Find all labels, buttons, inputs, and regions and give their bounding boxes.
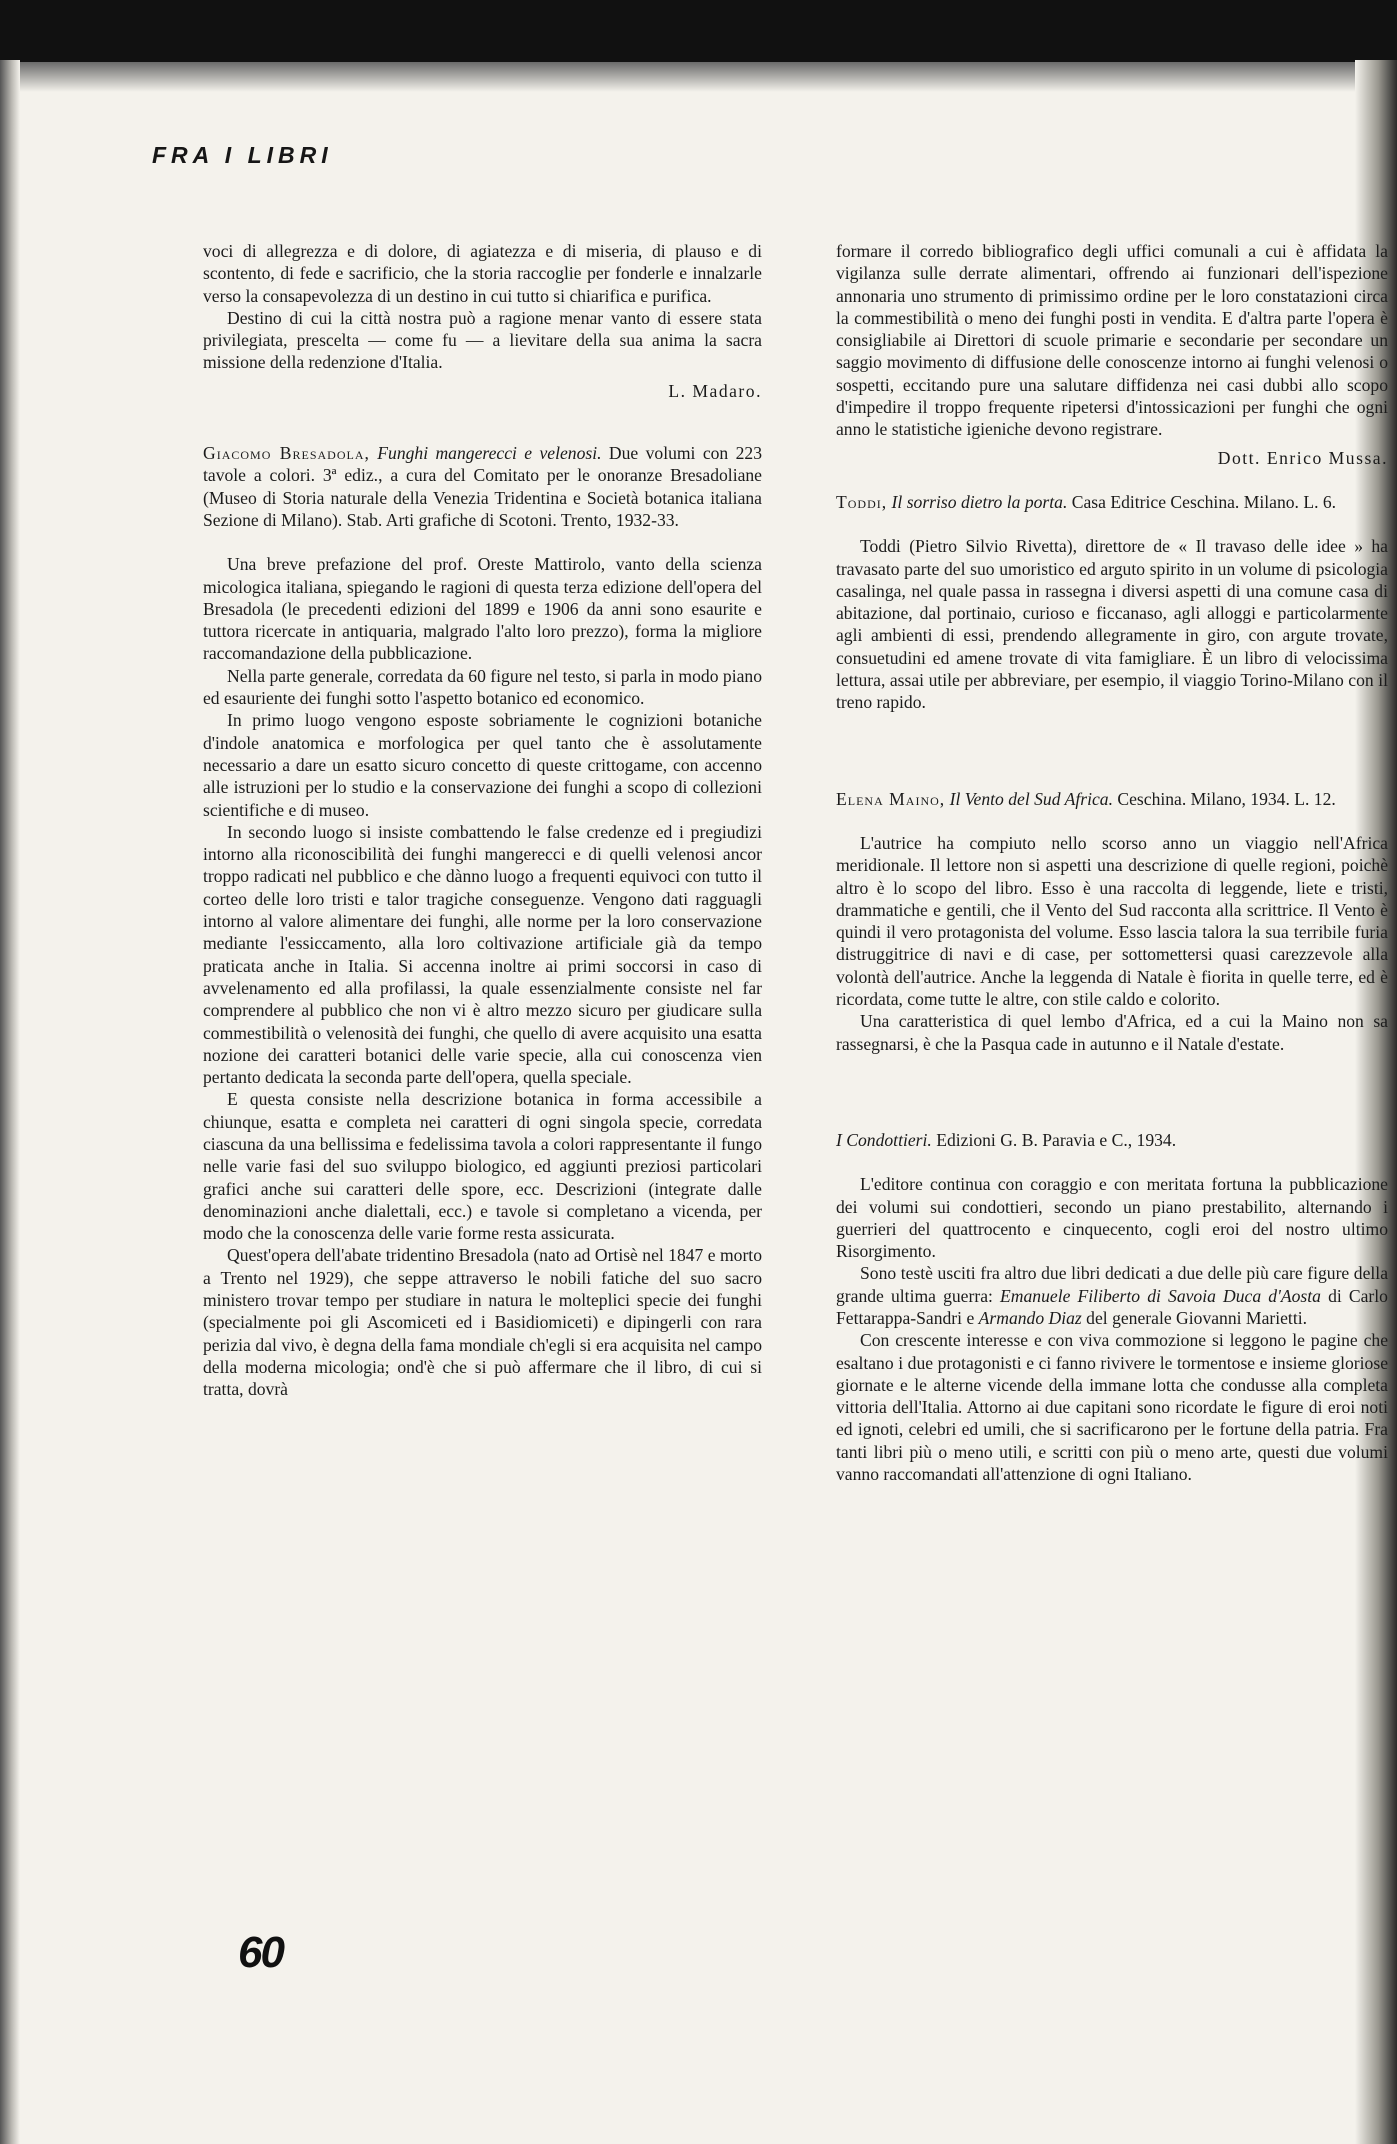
- review-author: Toddi,: [836, 491, 888, 512]
- review-citation: [203, 442, 762, 531]
- scan-shadow: [0, 62, 1397, 92]
- continued-paragraph: formare il corredo bibliografico degli uffici comunali a cui è affidata la vigilanza sulle derrate alimentari, offrendo ai funzionari dell'ispezione annonaria uno strumento di primissimo ordine per le loro constatazioni circa la commestibilità o meno dei funghi posti in vendita. E d'altra parte l'opera è consigliabile ai Direttori di scuole primarie e secondarie per secondare un saggio movimento di diffusione delle conoscenze intorno ai funghi velenosi o sospetti, eccitando pure una salutare diffidenza nei casi dubbi allo scopo d'impedire il troppo frequente ripetersi d'intossicazioni per funghi che ogni anno le statistiche igieniche devono registrare.: [836, 241, 1388, 440]
- review-paragraph: In primo luogo vengono esposte sobriamente le cognizioni botaniche d'indole anatomica e morfologica per quel tanto che è assolutamente necessario a dare un esatto sicuro concetto di queste crittogame, con accenno alle istruzioni per lo studio e la conservazione dei funghi a scopo di collezioni scientifiche e di museo.: [203, 710, 762, 820]
- intro-paragraph: Destino di cui la città nostra può a ragione menar vanto di essere stata privilegiata, prescelta — come fu — a lievitare della sua anima la sacra missione della redenzione d'Italia.: [203, 307, 762, 373]
- review-title: Il sorriso dietro la porta.: [891, 491, 1068, 512]
- review-details: Due volumi con 223 tavole a colori. 3ª ediz., a cura del Comitato per le onoranze Bresadoliane (Museo di Storia naturale della Venezia Tridentina e Società botanica italiana Sezione di Milano). Stab. Arti grafiche di Scotoni. Trento, 1932-33.: [203, 443, 762, 530]
- review-paragraph: L'autrice ha compiuto nello scorso anno un viaggio nell'Africa meridionale. Il lettore non si aspetti una descrizione di quelle regioni, poichè altro è lo scopo del libro. Esso è una raccolta di leggende, liete e tristi, drammatiche e gentili, che il Vento del Sud racconta alla scrittrice. Il Vento è quindi il vero protagonista del volume. Esso lascia talora la sua terribile furia distruggitrice di navi e di case, per sottomettersi quasi carezzevole alla volontà dell'autrice. Anche la leggenda di Natale è fiorita in quelle terre, ed è ricordata, come tutte le altre, con stile caldo e colorito.: [836, 832, 1388, 1010]
- review-paragraph: L'editore continua con coraggio e con meritata fortuna la pubblicazione dei volumi sui condottieri, secondo un piano prestabilito, alternando i guerrieri del quattrocento e cinquecento, cogli eroi del nostro ultimo Risorgimento.: [836, 1174, 1388, 1262]
- review-paragraph: Toddi (Pietro Silvio Rivetta), direttore de « Il travaso delle idee » ha travasato parte del suo umoristico ed arguto spirito in un volume di psicologia casalinga, nel quale passa in rassegna i diversi aspetti di una comune casa di abitazione, dal portinaio, curioso e ficcanaso, agli alloggi e particolarmente agli ambienti di essi, prendendo allegramente in giro, con argute trovate, consuetudini ed amene trovate di vita famigliare. È un libro di velocissima lettura, assai utile per abbreviare, per esempio, il viaggio Torino-Milano con il treno rapido.: [836, 536, 1388, 713]
- book-title: Emanuele Filiberto di Savoia Duca d'Aosta: [1000, 1285, 1321, 1306]
- scan-left-edge: [0, 60, 20, 2144]
- review-title: Funghi mangerecci e velenosi.: [377, 443, 602, 464]
- signature: Dott. Enrico Mussa.: [1217, 447, 1388, 468]
- scan-top-border: [0, 0, 1397, 62]
- text-run: del generale Giovanni Marietti.: [1081, 1307, 1307, 1328]
- review-author: Elena Maino,: [836, 788, 946, 809]
- review-paragraph: Con crescente interesse e con viva commozione si leggono le pagine che esaltano i due protagonisti e ci fanno rivivere le tormentose e insieme gloriose giornate e le alterne vicende della immane lotta che condusse alla completa vittoria dell'Italia. Attorno ai due capitani sono ricordate le figure di eroi noti ed ignoti, celebri ed umili, che si sacrificarono per le fortune della patria. Fra tanti libri più o meno utili, e scritti con più o meno arte, questi due volumi vanno raccomandati all'attenzione di ogni Italiano.: [836, 1330, 1388, 1485]
- review-paragraph: Una caratteristica di quel lembo d'Africa, ed a cui la Maino non sa rassegnarsi, è che la Pasqua cade in autunno e il Natale d'estate.: [836, 1011, 1388, 1054]
- review-title: Il Vento del Sud Africa.: [949, 788, 1113, 809]
- review-author: Giacomo Bresadola,: [203, 443, 370, 464]
- text-run: Sono testè usciti fra altro due libri dedicati a due delle più care figure della grande ultima guerra:: [836, 1263, 1388, 1306]
- left-column: [203, 240, 762, 1401]
- review-details: Casa Editrice Ceschina. Milano. L. 6.: [1071, 491, 1337, 512]
- review-paragraph: In secondo luogo si insiste combattendo le false credenze ed i pregiudizi intorno alla riconoscibilità dei funghi mangerecci e di quelli velenosi ancor troppo radicati nel pubblico e che dànno luogo a frequenti equivoci con tutto il corteo delle loro tristi e talor tragiche conseguenze. Vengono dati ragguagli intorno al valore alimentare dei funghi, alle norme per la loro conservazione mediante l'essiccamento, alla loro coltivazione artificiale già da tempo praticata anche in Italia. Si accenna inoltre ai primi soccorsi in caso di avvelenamento ed alla profilassi, la quale essenzialmente consiste nel far comprendere al pubblico che non vi è altro mezzo sicuro per giudicare sulla commestibilità o velenosità dei funghi, che quello di avere acquisito una esatta nozione dei caratteri botanici delle varie specie, alla cui conoscenza vien pertanto dedicata la seconda parte dell'opera, quella speciale.: [203, 821, 762, 1088]
- review-paragraph: [836, 1262, 1388, 1329]
- review-paragraph: Nella parte generale, corredata da 60 figure nel testo, si parla in modo piano ed esauriente dei funghi sotto l'aspetto botanico ed economico.: [203, 665, 762, 709]
- review-citation: [836, 788, 1388, 810]
- review-paragraph: Una breve prefazione del prof. Oreste Mattirolo, vanto della scienza micologica italiana, spiegando le ragioni di questa terza edizione dell'opera del Bresadola (le precedenti edizioni del 1899 e 1906 da anni sono esaurite e tuttora ricercate in antiquaria, malgrado l'alto loro prezzo), forma la migliore raccomandazione della pubblicazione.: [203, 554, 762, 664]
- review-paragraph: E questa consiste nella descrizione botanica in forma accessibile a chiunque, esatta e completa nei caratteri di ogni singola specie, corredata ciascuna da una bellissima e fedelissima tavola a colori rappresentante il fungo nelle varie fasi del suo sviluppo biologico, ed aggiunti preziosi particolari grafici anche sui caratteri delle spore, ecc. Descrizioni (integrate dalle denominazioni anche dialettali, ecc.) e tavole si completano a vicenda, per modo che la conoscenza delle varie forme resta assicurata.: [203, 1089, 762, 1244]
- book-title: Armando Diaz: [978, 1307, 1082, 1328]
- intro-paragraph: voci di allegrezza e di dolore, di agiatezza e di miseria, di plauso e di scontento, di fede e sacrificio, che la storia raccoglie per fonderle e innalzarle verso la consapevolezza di un destino in cui tutto si chiarifica e purifica.: [203, 241, 762, 306]
- right-column: [836, 240, 1388, 1485]
- review-citation: [836, 1129, 1388, 1151]
- review-details: Edizioni G. B. Paravia e C., 1934.: [936, 1129, 1177, 1150]
- review-title: I Condottieri.: [836, 1129, 932, 1150]
- running-header: FRA I LIBRI: [152, 142, 333, 168]
- review-citation: [836, 491, 1388, 513]
- review-paragraph: Quest'opera dell'abate tridentino Bresadola (nato ad Ortisè nel 1847 e morto a Trento nel 1929), che seppe attraverso le nobili fatiche del suo sacro ministero trovar tempo per studiare in natura le molteplici specie dei funghi (specialmente poi gli Ascomiceti ed i Basidiomiceti) e dipingerli con rara perizia dal vivo, è degna della fama mondiale ch'egli si era acquisita nel campo della moderna micologia; ond'è che si può affermare che il libro, di cui si tratta, dovrà: [203, 1245, 762, 1400]
- review-details: Ceschina. Milano, 1934. L. 12.: [1117, 788, 1336, 809]
- page-number: 60: [238, 1928, 283, 1977]
- text-run: di Carlo Fettarappa-Sandri e: [836, 1285, 1388, 1328]
- signature: L. Madaro.: [668, 380, 762, 401]
